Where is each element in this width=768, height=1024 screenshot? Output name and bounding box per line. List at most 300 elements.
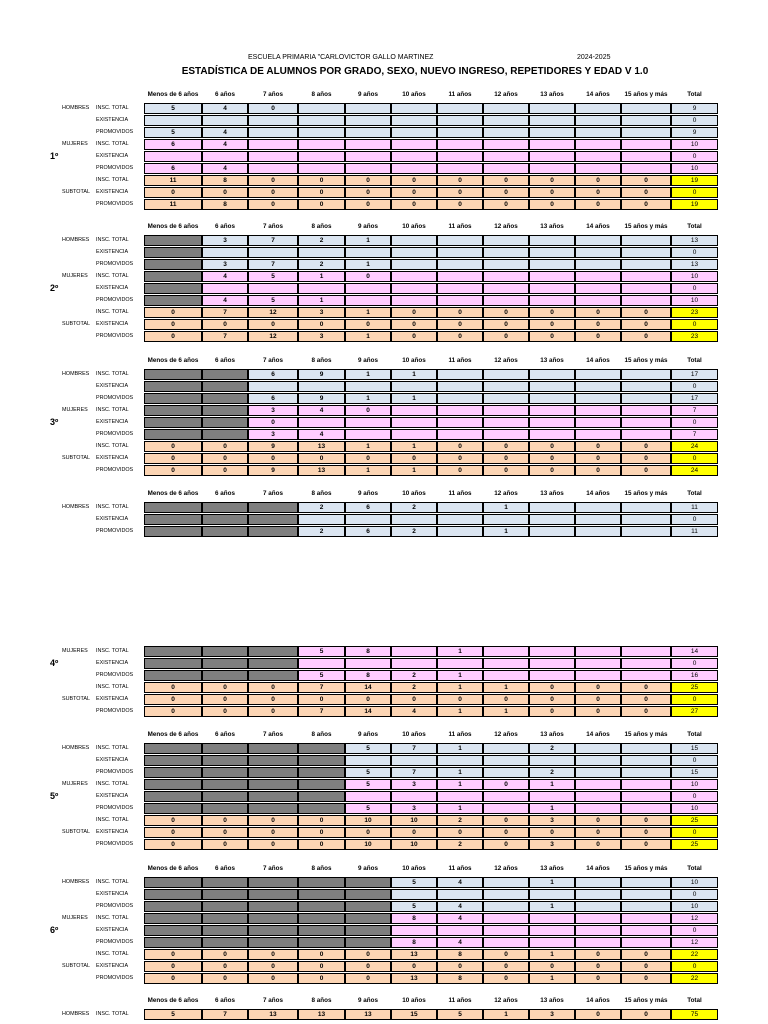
- table-cell: [248, 127, 298, 138]
- table-row: [0, 755, 768, 767]
- row-label: EXISTENCIA: [96, 285, 129, 291]
- table-cell: [202, 803, 248, 814]
- table-cell: 1: [529, 901, 575, 912]
- total-cell: 0: [671, 961, 718, 972]
- total-cell: 0: [671, 694, 718, 705]
- table-cell: [144, 393, 202, 404]
- table-cell: 10: [345, 839, 391, 850]
- column-header: 10 años: [402, 91, 426, 98]
- table-cell: [248, 937, 298, 948]
- table-cell: 0: [437, 694, 483, 705]
- table-cell: 8: [202, 175, 248, 186]
- row-label: PROMOVIDOS: [96, 805, 134, 811]
- table-cell: [248, 755, 298, 766]
- column-header: 15 años y más: [624, 490, 668, 497]
- table-cell: 0: [391, 694, 437, 705]
- table-cell: [345, 417, 391, 428]
- row-label: INSC. TOTAL: [96, 1011, 129, 1017]
- table-cell: [345, 658, 391, 669]
- column-header: Menos de 6 años: [147, 490, 199, 497]
- table-cell: 3: [298, 307, 345, 318]
- column-header: 9 años: [358, 865, 378, 872]
- table-cell: [529, 271, 575, 282]
- table-cell: 0: [621, 1009, 671, 1020]
- column-header: Total: [687, 490, 702, 497]
- total-cell: 0: [671, 827, 718, 838]
- table-cell: [298, 127, 345, 138]
- table-cell: 0: [202, 839, 248, 850]
- table-cell: [575, 514, 621, 525]
- column-header: 8 años: [311, 357, 332, 364]
- table-cell: [391, 429, 437, 440]
- column-header: 13 años: [540, 223, 564, 230]
- table-cell: [575, 767, 621, 778]
- table-cell: [575, 755, 621, 766]
- table-cell: 0: [248, 417, 298, 428]
- table-cell: 0: [345, 319, 391, 330]
- table-cell: [202, 670, 248, 681]
- table-cell: [248, 139, 298, 150]
- row-label: INSC. TOTAL: [96, 879, 129, 885]
- table-cell: 0: [529, 682, 575, 693]
- table-cell: [529, 295, 575, 306]
- table-cell: 0: [144, 453, 202, 464]
- grade-label: 3º: [50, 417, 59, 427]
- total-cell: 25: [671, 839, 718, 850]
- group-label: SUBTOTAL: [62, 829, 90, 835]
- table-cell: [529, 381, 575, 392]
- table-cell: [575, 417, 621, 428]
- table-cell: 0: [483, 331, 529, 342]
- table-cell: 11: [144, 199, 202, 210]
- table-cell: 0: [345, 271, 391, 282]
- school-name: ESCUELA PRIMARIA "CARLOVICTOR GALLO MARTINEZ: [248, 54, 434, 61]
- table-cell: [144, 779, 202, 790]
- table-row: [0, 151, 768, 163]
- table-cell: 0: [202, 961, 248, 972]
- table-cell: 8: [391, 913, 437, 924]
- table-cell: [437, 405, 483, 416]
- table-cell: [621, 913, 671, 924]
- table-cell: [202, 658, 248, 669]
- table-cell: [248, 502, 298, 513]
- column-header: 8 años: [311, 91, 332, 98]
- table-cell: [483, 937, 529, 948]
- table-cell: 0: [483, 839, 529, 850]
- column-header: Total: [687, 731, 702, 738]
- column-header-row: [0, 864, 768, 876]
- table-cell: [248, 514, 298, 525]
- table-cell: 0: [437, 187, 483, 198]
- table-cell: [248, 658, 298, 669]
- column-header: 10 años: [402, 865, 426, 872]
- table-cell: [144, 803, 202, 814]
- table-cell: 7: [248, 259, 298, 270]
- table-cell: 2: [391, 526, 437, 537]
- table-cell: [202, 526, 248, 537]
- table-cell: [483, 429, 529, 440]
- column-header: Total: [687, 865, 702, 872]
- table-cell: 1: [483, 1009, 529, 1020]
- column-header: Total: [687, 357, 702, 364]
- table-cell: [391, 127, 437, 138]
- table-cell: [437, 127, 483, 138]
- table-cell: [298, 743, 345, 754]
- table-cell: 0: [202, 949, 248, 960]
- table-cell: 5: [391, 877, 437, 888]
- table-cell: [144, 901, 202, 912]
- table-cell: [483, 259, 529, 270]
- table-cell: [345, 514, 391, 525]
- table-cell: 7: [202, 331, 248, 342]
- total-cell: 0: [671, 381, 718, 392]
- column-header: 12 años: [494, 357, 518, 364]
- table-cell: [298, 889, 345, 900]
- row-label: EXISTENCIA: [96, 891, 129, 897]
- table-cell: [202, 646, 248, 657]
- table-cell: 0: [144, 827, 202, 838]
- table-cell: 0: [483, 779, 529, 790]
- table-cell: [298, 901, 345, 912]
- table-cell: [144, 381, 202, 392]
- table-cell: 0: [144, 187, 202, 198]
- table-cell: 0: [575, 827, 621, 838]
- table-cell: [575, 393, 621, 404]
- school-year: 2024-2025: [577, 54, 611, 61]
- table-cell: [298, 514, 345, 525]
- column-header: 14 años: [586, 357, 610, 364]
- table-cell: [345, 889, 391, 900]
- table-cell: 0: [575, 1009, 621, 1020]
- table-cell: [437, 502, 483, 513]
- table-cell: [483, 405, 529, 416]
- table-cell: [621, 247, 671, 258]
- table-cell: 0: [298, 961, 345, 972]
- table-cell: [483, 271, 529, 282]
- column-header: 15 años y más: [624, 997, 668, 1004]
- table-cell: 0: [483, 949, 529, 960]
- total-cell: 11: [671, 526, 718, 537]
- table-cell: [298, 247, 345, 258]
- table-cell: [575, 646, 621, 657]
- table-cell: 1: [437, 767, 483, 778]
- table-row: [0, 682, 768, 694]
- row-label: EXISTENCIA: [96, 249, 129, 255]
- table-cell: 0: [345, 949, 391, 960]
- table-cell: [248, 247, 298, 258]
- table-cell: [621, 139, 671, 150]
- table-cell: 0: [248, 973, 298, 984]
- table-cell: [345, 295, 391, 306]
- table-cell: 0: [621, 187, 671, 198]
- total-cell: 14: [671, 646, 718, 657]
- table-cell: 10: [391, 815, 437, 826]
- table-cell: [202, 767, 248, 778]
- column-header: 6 años: [215, 490, 235, 497]
- table-cell: 0: [437, 961, 483, 972]
- table-cell: 8: [345, 646, 391, 657]
- table-cell: 0: [529, 694, 575, 705]
- table-cell: [575, 502, 621, 513]
- table-cell: [248, 791, 298, 802]
- table-cell: [298, 755, 345, 766]
- column-header: Menos de 6 años: [147, 731, 199, 738]
- table-cell: [575, 163, 621, 174]
- table-cell: [298, 803, 345, 814]
- table-cell: 0: [483, 827, 529, 838]
- total-cell: 0: [671, 151, 718, 162]
- column-header: 7 años: [263, 490, 283, 497]
- column-header: 6 años: [215, 865, 235, 872]
- total-cell: 7: [671, 405, 718, 416]
- table-cell: 0: [483, 319, 529, 330]
- column-header: 7 años: [263, 357, 283, 364]
- table-cell: [345, 791, 391, 802]
- column-header: 9 años: [358, 997, 378, 1004]
- table-cell: 6: [248, 369, 298, 380]
- group-label: HOMBRES: [62, 504, 90, 510]
- table-cell: 0: [345, 405, 391, 416]
- table-cell: 13: [298, 441, 345, 452]
- column-header: 13 años: [540, 490, 564, 497]
- table-cell: 0: [621, 441, 671, 452]
- table-cell: [437, 889, 483, 900]
- table-cell: [391, 514, 437, 525]
- table-cell: [575, 115, 621, 126]
- total-cell: 24: [671, 441, 718, 452]
- grade-label: 4º: [50, 658, 59, 668]
- table-cell: 1: [345, 441, 391, 452]
- column-header: 13 años: [540, 865, 564, 872]
- table-cell: 0: [483, 307, 529, 318]
- total-cell: 24: [671, 465, 718, 476]
- table-cell: [575, 791, 621, 802]
- table-cell: 5: [144, 1009, 202, 1020]
- table-cell: [298, 115, 345, 126]
- table-cell: 0: [575, 307, 621, 318]
- table-cell: [529, 283, 575, 294]
- row-label: PROMOVIDOS: [96, 939, 134, 945]
- column-header: 12 años: [494, 223, 518, 230]
- table-cell: [248, 767, 298, 778]
- column-header: 11 años: [448, 997, 472, 1004]
- total-cell: 0: [671, 247, 718, 258]
- table-cell: [575, 283, 621, 294]
- table-cell: [345, 877, 391, 888]
- table-cell: 4: [202, 103, 248, 114]
- total-cell: 25: [671, 682, 718, 693]
- group-label: SUBTOTAL: [62, 696, 90, 702]
- table-cell: [202, 151, 248, 162]
- table-cell: 0: [391, 199, 437, 210]
- column-header: 11 años: [448, 731, 472, 738]
- table-cell: 0: [345, 175, 391, 186]
- table-row: [0, 901, 768, 913]
- table-cell: 0: [144, 331, 202, 342]
- table-cell: [529, 913, 575, 924]
- column-header: 7 años: [263, 91, 283, 98]
- table-cell: [621, 658, 671, 669]
- table-cell: 0: [437, 441, 483, 452]
- row-label: PROMOVIDOS: [96, 975, 134, 981]
- table-cell: 0: [248, 319, 298, 330]
- table-cell: 0: [621, 949, 671, 960]
- column-header-row: [0, 489, 768, 501]
- table-cell: [248, 743, 298, 754]
- table-cell: [483, 658, 529, 669]
- table-cell: [202, 393, 248, 404]
- table-cell: [575, 937, 621, 948]
- column-header: 9 años: [358, 357, 378, 364]
- table-cell: [391, 381, 437, 392]
- table-cell: [345, 127, 391, 138]
- table-cell: 7: [391, 743, 437, 754]
- table-cell: [298, 779, 345, 790]
- table-cell: 0: [575, 961, 621, 972]
- table-cell: 3: [202, 235, 248, 246]
- table-cell: 5: [298, 670, 345, 681]
- table-row: [0, 803, 768, 815]
- table-cell: 1: [345, 331, 391, 342]
- column-header: 8 años: [311, 490, 332, 497]
- column-header: 15 años y más: [624, 865, 668, 872]
- table-cell: [483, 803, 529, 814]
- table-cell: 8: [437, 949, 483, 960]
- table-cell: [575, 670, 621, 681]
- table-cell: [575, 295, 621, 306]
- table-cell: [298, 283, 345, 294]
- total-cell: 12: [671, 913, 718, 924]
- table-cell: 2: [437, 815, 483, 826]
- table-cell: 0: [248, 706, 298, 717]
- table-cell: 3: [202, 259, 248, 270]
- total-cell: 0: [671, 187, 718, 198]
- table-row: [0, 743, 768, 755]
- table-cell: [437, 526, 483, 537]
- table-cell: 13: [298, 465, 345, 476]
- table-cell: [202, 429, 248, 440]
- table-cell: [298, 163, 345, 174]
- table-cell: [621, 514, 671, 525]
- table-row: [0, 839, 768, 851]
- table-cell: 0: [575, 973, 621, 984]
- total-cell: 17: [671, 369, 718, 380]
- table-cell: [391, 115, 437, 126]
- table-cell: 0: [483, 441, 529, 452]
- table-cell: [621, 151, 671, 162]
- table-cell: [483, 514, 529, 525]
- table-row: [0, 271, 768, 283]
- table-cell: [621, 901, 671, 912]
- table-cell: 0: [144, 441, 202, 452]
- table-cell: [391, 283, 437, 294]
- table-cell: 1: [437, 670, 483, 681]
- table-row: [0, 877, 768, 889]
- table-cell: [202, 369, 248, 380]
- row-label: INSC. TOTAL: [96, 781, 129, 787]
- table-cell: 0: [575, 815, 621, 826]
- table-cell: [575, 901, 621, 912]
- table-row: [0, 889, 768, 901]
- table-cell: 0: [202, 682, 248, 693]
- group-label: MUJERES: [62, 648, 88, 654]
- table-cell: [298, 658, 345, 669]
- table-cell: 4: [437, 913, 483, 924]
- column-header: 6 años: [215, 997, 235, 1004]
- table-cell: [529, 514, 575, 525]
- table-cell: 0: [144, 949, 202, 960]
- table-cell: 0: [391, 319, 437, 330]
- column-header: 8 años: [311, 731, 332, 738]
- table-cell: [202, 502, 248, 513]
- table-cell: 12: [248, 307, 298, 318]
- table-cell: [621, 670, 671, 681]
- row-label: EXISTENCIA: [96, 516, 129, 522]
- table-cell: 3: [529, 839, 575, 850]
- table-cell: 1: [529, 779, 575, 790]
- table-cell: [437, 151, 483, 162]
- column-header: 8 años: [311, 865, 332, 872]
- table-cell: 0: [575, 706, 621, 717]
- table-cell: [621, 163, 671, 174]
- table-cell: 7: [202, 1009, 248, 1020]
- table-cell: 1: [345, 369, 391, 380]
- table-cell: 0: [248, 694, 298, 705]
- table-cell: 13: [248, 1009, 298, 1020]
- row-label: PROMOVIDOS: [96, 261, 134, 267]
- table-cell: 0: [529, 175, 575, 186]
- column-header: 8 años: [311, 223, 332, 230]
- table-cell: [483, 877, 529, 888]
- table-cell: 0: [144, 706, 202, 717]
- table-cell: [202, 937, 248, 948]
- table-cell: 0: [575, 187, 621, 198]
- table-cell: [144, 151, 202, 162]
- table-cell: 12: [248, 331, 298, 342]
- column-header: 9 años: [358, 223, 378, 230]
- total-cell: 23: [671, 331, 718, 342]
- total-cell: 25: [671, 815, 718, 826]
- table-cell: [529, 937, 575, 948]
- total-cell: 0: [671, 889, 718, 900]
- table-cell: 1: [437, 706, 483, 717]
- table-cell: 0: [202, 465, 248, 476]
- table-cell: [529, 247, 575, 258]
- table-cell: [437, 658, 483, 669]
- table-cell: [248, 526, 298, 537]
- row-label: INSC. TOTAL: [96, 915, 129, 921]
- table-cell: 0: [483, 175, 529, 186]
- table-cell: [529, 646, 575, 657]
- column-header: Menos de 6 años: [147, 91, 199, 98]
- total-cell: 10: [671, 779, 718, 790]
- table-cell: [575, 658, 621, 669]
- table-cell: 0: [437, 199, 483, 210]
- table-cell: 0: [248, 103, 298, 114]
- table-cell: [248, 115, 298, 126]
- table-cell: 2: [298, 502, 345, 513]
- total-cell: 19: [671, 175, 718, 186]
- table-cell: [391, 247, 437, 258]
- table-cell: [621, 526, 671, 537]
- table-cell: 2: [529, 743, 575, 754]
- table-cell: [345, 755, 391, 766]
- total-cell: 0: [671, 283, 718, 294]
- table-cell: 9: [298, 393, 345, 404]
- column-header: 11 años: [448, 91, 472, 98]
- column-header: 13 años: [540, 91, 564, 98]
- table-cell: [621, 646, 671, 657]
